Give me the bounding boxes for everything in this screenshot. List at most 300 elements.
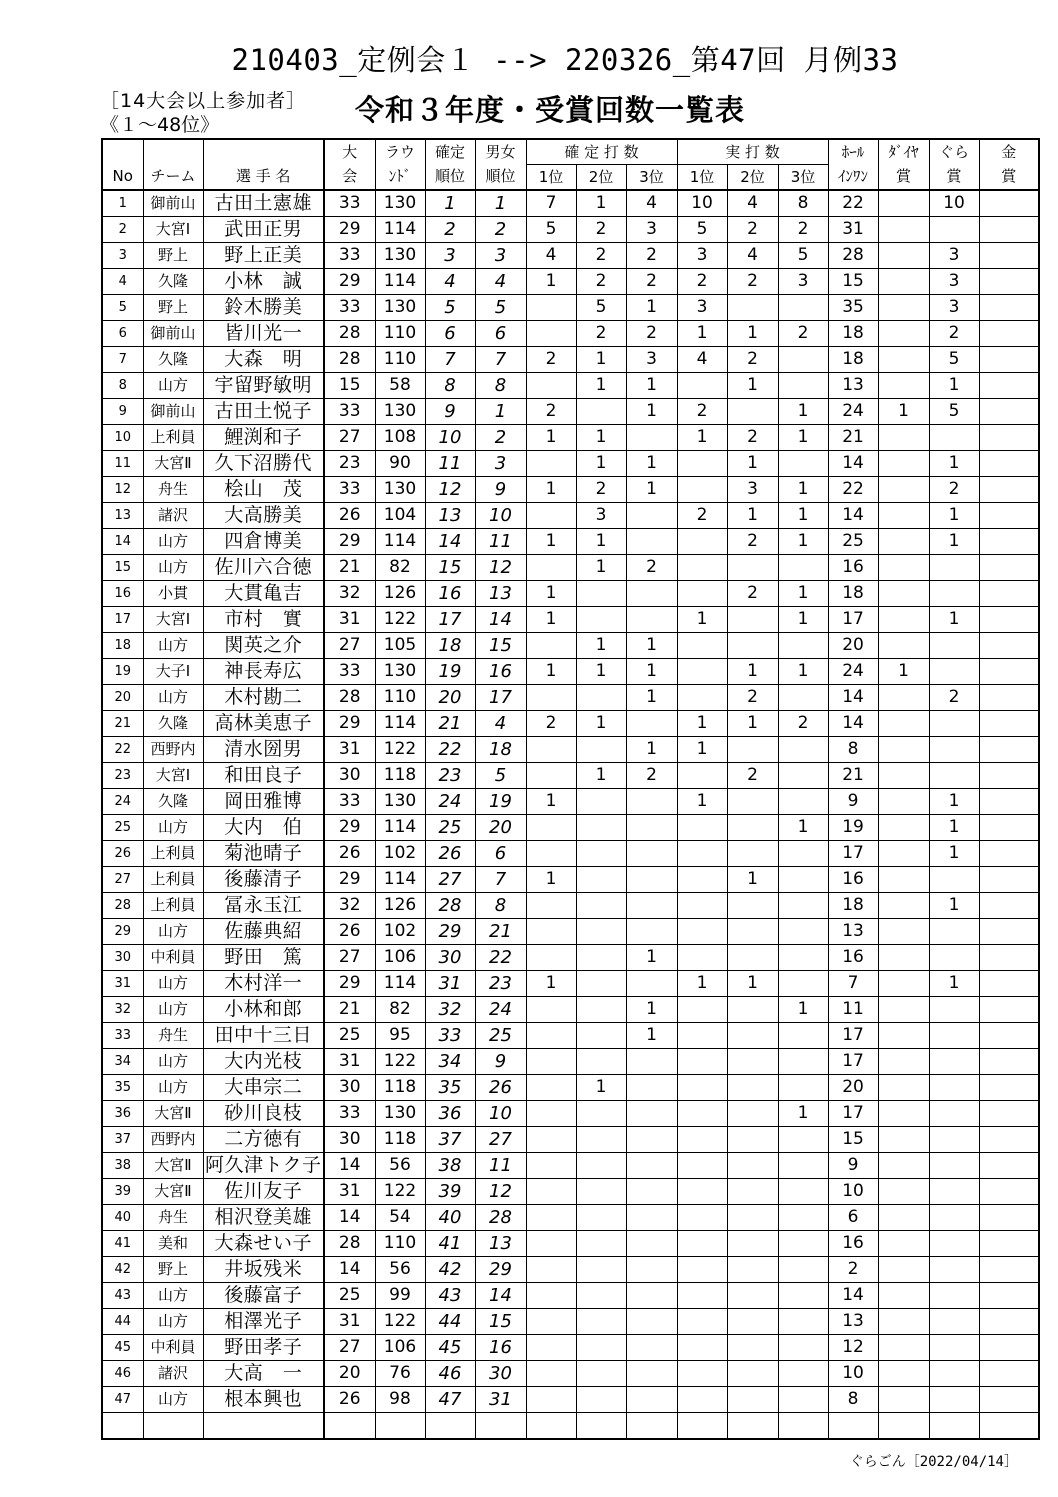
- cell-confirmed-1st: 2: [526, 711, 576, 737]
- cell-rank: 19: [425, 659, 475, 685]
- cell-confirmed-3rd: 1: [626, 295, 677, 321]
- cell-rounds: 82: [375, 997, 425, 1023]
- cell-team: 大子Ⅰ: [143, 659, 203, 685]
- cell-actual-3rd: [778, 1257, 828, 1283]
- cell-rank: 38: [425, 1153, 475, 1179]
- cell-gura-award: [929, 1361, 979, 1387]
- cell-events: 25: [324, 1283, 375, 1309]
- cell-gura-award: [929, 1413, 979, 1440]
- table-row: [102, 1101, 1039, 1127]
- cell-team: 大宮Ⅱ: [143, 1153, 203, 1179]
- table-row: [102, 711, 1039, 737]
- cell-gold-award: [979, 763, 1039, 789]
- cell-team: 大宮Ⅱ: [143, 1101, 203, 1127]
- cell-gold-award: [979, 1387, 1039, 1413]
- cell-actual-2nd: 1: [727, 503, 778, 529]
- cell-confirmed-3rd: 2: [626, 555, 677, 581]
- table-row: [102, 1075, 1039, 1101]
- cell-gura-award: [929, 1309, 979, 1335]
- cell-actual-1st: [677, 815, 727, 841]
- cell-confirmed-3rd: 2: [626, 243, 677, 269]
- cell-gura-award: 1: [929, 451, 979, 477]
- cell-diamond-award: [878, 971, 929, 997]
- cell-actual-3rd: [778, 1387, 828, 1413]
- cell-gold-award: [979, 607, 1039, 633]
- cell-confirmed-3rd: 1: [626, 373, 677, 399]
- cell-actual-2nd: 2: [727, 217, 778, 243]
- cell-confirmed-3rd: [626, 893, 677, 919]
- cell-hole-in-one: 13: [828, 1309, 878, 1335]
- cell-actual-1st: 1: [677, 789, 727, 815]
- cell-actual-1st: [677, 945, 727, 971]
- cell-player-name: 相澤光子: [203, 1309, 324, 1335]
- cell-events: 32: [324, 581, 375, 607]
- cell-gender-rank: 6: [475, 321, 526, 347]
- cell-hole-in-one: 14: [828, 1283, 878, 1309]
- cell-rank: 33: [425, 1023, 475, 1049]
- cell-confirmed-1st: 2: [526, 399, 576, 425]
- cell-gender-rank: 7: [475, 867, 526, 893]
- cell-confirmed-2nd: 1: [576, 347, 626, 373]
- cell-hole-in-one: 8: [828, 1387, 878, 1413]
- cell-confirmed-1st: [526, 1023, 576, 1049]
- cell-gender-rank: 5: [475, 295, 526, 321]
- cell-actual-2nd: 1: [727, 711, 778, 737]
- table-row: [102, 789, 1039, 815]
- cell-gold-award: [979, 971, 1039, 997]
- cell-hole-in-one: 25: [828, 529, 878, 555]
- cell-gura-award: [929, 659, 979, 685]
- cell-no: 12: [102, 477, 143, 503]
- cell-actual-2nd: 2: [727, 529, 778, 555]
- cell-events: 29: [324, 269, 375, 295]
- cell-confirmed-1st: 5: [526, 217, 576, 243]
- cell-rounds: 99: [375, 1283, 425, 1309]
- cell-confirmed-1st: 1: [526, 269, 576, 295]
- cell-confirmed-2nd: 1: [576, 763, 626, 789]
- header-row-1: [102, 139, 1039, 165]
- header-cell: 大: [324, 139, 375, 165]
- cell-confirmed-2nd: 1: [576, 190, 626, 217]
- cell-gold-award: [979, 217, 1039, 243]
- cell-no: 7: [102, 347, 143, 373]
- cell-actual-1st: [677, 1335, 727, 1361]
- document-title: 令和３年度・受賞回数一覧表: [355, 93, 746, 127]
- cell-confirmed-1st: [526, 945, 576, 971]
- cell-actual-2nd: 4: [727, 190, 778, 217]
- cell-no: 13: [102, 503, 143, 529]
- cell-gold-award: [979, 1101, 1039, 1127]
- cell-actual-2nd: [727, 789, 778, 815]
- cell-team: 野上: [143, 1257, 203, 1283]
- table-row: [102, 295, 1039, 321]
- cell-gender-rank: 27: [475, 1127, 526, 1153]
- cell-player-name: 岡田雅博: [203, 789, 324, 815]
- cell-player-name: 大高勝美: [203, 503, 324, 529]
- cell-confirmed-2nd: [576, 607, 626, 633]
- cell-gold-award: [979, 190, 1039, 217]
- cell-confirmed-2nd: 3: [576, 503, 626, 529]
- cell-events: 23: [324, 451, 375, 477]
- cell-gura-award: 3: [929, 295, 979, 321]
- cell-gura-award: [929, 1101, 979, 1127]
- cell-player-name: 宇留野敏明: [203, 373, 324, 399]
- cell-team: 御前山: [143, 190, 203, 217]
- cell-confirmed-2nd: 1: [576, 425, 626, 451]
- cell-confirmed-1st: [526, 1361, 576, 1387]
- cell-actual-1st: [677, 529, 727, 555]
- cell-gold-award: [979, 555, 1039, 581]
- cell-gold-award: [979, 477, 1039, 503]
- cell-player-name: 皆川光一: [203, 321, 324, 347]
- cell-confirmed-1st: [526, 555, 576, 581]
- cell-actual-1st: 4: [677, 347, 727, 373]
- cell-events: [324, 1413, 375, 1440]
- cell-player-name: 後藤富子: [203, 1283, 324, 1309]
- cell-no: 6: [102, 321, 143, 347]
- cell-gold-award: [979, 1075, 1039, 1101]
- cell-player-name: 冨永玉江: [203, 893, 324, 919]
- cell-actual-2nd: 1: [727, 451, 778, 477]
- cell-events: 30: [324, 1127, 375, 1153]
- cell-actual-2nd: [727, 1049, 778, 1075]
- table-row: [102, 1179, 1039, 1205]
- cell-gura-award: [929, 1049, 979, 1075]
- cell-team: 舟生: [143, 1023, 203, 1049]
- cell-gender-rank: 10: [475, 503, 526, 529]
- cell-confirmed-2nd: 1: [576, 659, 626, 685]
- cell-gura-award: [929, 1153, 979, 1179]
- cell-gold-award: [979, 503, 1039, 529]
- cell-no: 15: [102, 555, 143, 581]
- cell-diamond-award: [878, 1361, 929, 1387]
- cell-confirmed-1st: [526, 1205, 576, 1231]
- cell-rank: 7: [425, 347, 475, 373]
- cell-player-name: 大内 伯: [203, 815, 324, 841]
- cell-team: 山方: [143, 919, 203, 945]
- cell-actual-3rd: [778, 1413, 828, 1440]
- table-row: [102, 919, 1039, 945]
- cell-rounds: 122: [375, 1049, 425, 1075]
- page-title: 210403_定例会１ --> 220326_第47回 月例33: [231, 43, 899, 77]
- cell-no: 3: [102, 243, 143, 269]
- cell-rounds: 130: [375, 789, 425, 815]
- cell-gold-award: [979, 685, 1039, 711]
- cell-actual-1st: [677, 1023, 727, 1049]
- cell-actual-3rd: 3: [778, 269, 828, 295]
- cell-rounds: 82: [375, 555, 425, 581]
- header-cell: 3位: [778, 165, 828, 191]
- cell-confirmed-2nd: [576, 1153, 626, 1179]
- cell-gold-award: [979, 737, 1039, 763]
- cell-hole-in-one: 16: [828, 945, 878, 971]
- cell-rounds: 114: [375, 711, 425, 737]
- cell-gold-award: [979, 789, 1039, 815]
- cell-confirmed-3rd: [626, 607, 677, 633]
- cell-team: 山方: [143, 1387, 203, 1413]
- cell-team: 山方: [143, 815, 203, 841]
- cell-actual-1st: [677, 1179, 727, 1205]
- cell-rank: 28: [425, 893, 475, 919]
- cell-gender-rank: 22: [475, 945, 526, 971]
- cell-confirmed-2nd: [576, 1283, 626, 1309]
- cell-no: 20: [102, 685, 143, 711]
- cell-rounds: 95: [375, 1023, 425, 1049]
- cell-diamond-award: [878, 347, 929, 373]
- cell-events: 21: [324, 997, 375, 1023]
- cell-confirmed-2nd: [576, 1179, 626, 1205]
- cell-actual-3rd: [778, 633, 828, 659]
- cell-confirmed-2nd: [576, 1127, 626, 1153]
- cell-rank: 42: [425, 1257, 475, 1283]
- cell-confirmed-1st: 1: [526, 477, 576, 503]
- cell-confirmed-3rd: [626, 711, 677, 737]
- header-cell: ﾝﾄﾞ: [375, 165, 425, 191]
- cell-actual-2nd: [727, 1309, 778, 1335]
- cell-actual-2nd: [727, 607, 778, 633]
- cell-rank: 9: [425, 399, 475, 425]
- cell-hole-in-one: 18: [828, 581, 878, 607]
- cell-diamond-award: [878, 1127, 929, 1153]
- cell-rank: 45: [425, 1335, 475, 1361]
- cell-rounds: [375, 1413, 425, 1440]
- cell-gold-award: [979, 945, 1039, 971]
- cell-gura-award: 2: [929, 477, 979, 503]
- cell-rank: 17: [425, 607, 475, 633]
- cell-events: 28: [324, 1231, 375, 1257]
- cell-team: 山方: [143, 997, 203, 1023]
- cell-hole-in-one: 17: [828, 1101, 878, 1127]
- cell-confirmed-1st: [526, 1413, 576, 1440]
- header-cell: No: [102, 165, 143, 191]
- cell-gold-award: [979, 893, 1039, 919]
- cell-diamond-award: [878, 477, 929, 503]
- cell-no: 44: [102, 1309, 143, 1335]
- cell-confirmed-3rd: [626, 1387, 677, 1413]
- cell-gura-award: [929, 217, 979, 243]
- header-cell: [143, 139, 203, 165]
- header-cell: [203, 139, 324, 165]
- cell-confirmed-3rd: 1: [626, 659, 677, 685]
- cell-actual-3rd: [778, 893, 828, 919]
- awards-table: [101, 138, 1040, 1440]
- cell-gender-rank: 1: [475, 190, 526, 217]
- cell-gold-award: [979, 321, 1039, 347]
- cell-diamond-award: [878, 763, 929, 789]
- table-row: [102, 399, 1039, 425]
- cell-gura-award: [929, 867, 979, 893]
- cell-actual-1st: [677, 1153, 727, 1179]
- cell-actual-3rd: [778, 451, 828, 477]
- cell-gold-award: [979, 711, 1039, 737]
- cell-gold-award: [979, 295, 1039, 321]
- cell-gura-award: 5: [929, 347, 979, 373]
- header-cell: ｲﾝﾜﾝ: [828, 165, 878, 191]
- cell-confirmed-3rd: [626, 425, 677, 451]
- cell-confirmed-2nd: [576, 1335, 626, 1361]
- cell-actual-3rd: [778, 1075, 828, 1101]
- cell-team: 久隆: [143, 711, 203, 737]
- cell-gender-rank: 4: [475, 269, 526, 295]
- cell-team: 久隆: [143, 789, 203, 815]
- cell-rank: 46: [425, 1361, 475, 1387]
- cell-confirmed-1st: [526, 321, 576, 347]
- cell-gold-award: [979, 633, 1039, 659]
- cell-hole-in-one: 35: [828, 295, 878, 321]
- cell-hole-in-one: 14: [828, 503, 878, 529]
- cell-diamond-award: [878, 1413, 929, 1440]
- cell-gura-award: [929, 711, 979, 737]
- cell-events: 20: [324, 1361, 375, 1387]
- cell-actual-2nd: [727, 1413, 778, 1440]
- cell-events: 29: [324, 867, 375, 893]
- cell-team: 大宮Ⅰ: [143, 607, 203, 633]
- cell-hole-in-one: 16: [828, 867, 878, 893]
- cell-player-name: 阿久津トク子: [203, 1153, 324, 1179]
- cell-gura-award: [929, 1179, 979, 1205]
- cell-rounds: 114: [375, 815, 425, 841]
- cell-no: 1: [102, 190, 143, 217]
- cell-confirmed-3rd: 1: [626, 477, 677, 503]
- cell-diamond-award: [878, 997, 929, 1023]
- cell-gura-award: 10: [929, 190, 979, 217]
- cell-no: 45: [102, 1335, 143, 1361]
- cell-confirmed-3rd: 2: [626, 269, 677, 295]
- header-cell: 1位: [677, 165, 727, 191]
- cell-team: 山方: [143, 529, 203, 555]
- cell-rank: 6: [425, 321, 475, 347]
- cell-hole-in-one: 11: [828, 997, 878, 1023]
- cell-events: 25: [324, 1023, 375, 1049]
- cell-confirmed-2nd: [576, 997, 626, 1023]
- cell-gura-award: 2: [929, 321, 979, 347]
- cell-events: 21: [324, 555, 375, 581]
- cell-diamond-award: [878, 555, 929, 581]
- cell-gender-rank: 29: [475, 1257, 526, 1283]
- cell-events: 28: [324, 347, 375, 373]
- cell-rounds: 122: [375, 607, 425, 633]
- cell-hole-in-one: 9: [828, 789, 878, 815]
- cell-gold-award: [979, 373, 1039, 399]
- cell-gold-award: [979, 997, 1039, 1023]
- cell-actual-3rd: 1: [778, 529, 828, 555]
- cell-gender-rank: 2: [475, 425, 526, 451]
- cell-diamond-award: [878, 217, 929, 243]
- cell-gura-award: [929, 1075, 979, 1101]
- cell-confirmed-1st: 1: [526, 789, 576, 815]
- cell-actual-3rd: [778, 347, 828, 373]
- cell-confirmed-2nd: 1: [576, 711, 626, 737]
- cell-gura-award: [929, 1335, 979, 1361]
- cell-confirmed-1st: [526, 919, 576, 945]
- table-row: [102, 1205, 1039, 1231]
- cell-gender-rank: 10: [475, 1101, 526, 1127]
- cell-confirmed-1st: 1: [526, 971, 576, 997]
- table-row: [102, 503, 1039, 529]
- cell-no: 34: [102, 1049, 143, 1075]
- cell-no: [102, 1413, 143, 1440]
- cell-confirmed-3rd: 1: [626, 945, 677, 971]
- cell-rank: 37: [425, 1127, 475, 1153]
- cell-rounds: 102: [375, 841, 425, 867]
- cell-confirmed-2nd: [576, 1049, 626, 1075]
- cell-actual-2nd: [727, 555, 778, 581]
- cell-team: 久隆: [143, 269, 203, 295]
- cell-gura-award: 1: [929, 529, 979, 555]
- cell-team: 西野内: [143, 737, 203, 763]
- cell-confirmed-3rd: 2: [626, 321, 677, 347]
- cell-actual-3rd: [778, 971, 828, 997]
- cell-actual-3rd: 2: [778, 217, 828, 243]
- cell-actual-3rd: 2: [778, 321, 828, 347]
- cell-confirmed-3rd: [626, 1179, 677, 1205]
- cell-hole-in-one: 19: [828, 815, 878, 841]
- header-cell: ﾎｰﾙ: [828, 139, 878, 165]
- cell-actual-1st: [677, 1257, 727, 1283]
- cell-no: 32: [102, 997, 143, 1023]
- cell-rounds: 130: [375, 477, 425, 503]
- cell-actual-2nd: 2: [727, 685, 778, 711]
- cell-confirmed-2nd: 2: [576, 269, 626, 295]
- header-cell: 賞: [979, 165, 1039, 191]
- cell-confirmed-1st: [526, 737, 576, 763]
- cell-no: 5: [102, 295, 143, 321]
- cell-confirmed-2nd: [576, 399, 626, 425]
- cell-gura-award: 1: [929, 971, 979, 997]
- cell-player-name: 関英之介: [203, 633, 324, 659]
- cell-diamond-award: [878, 1335, 929, 1361]
- cell-confirmed-3rd: 1: [626, 1023, 677, 1049]
- participant-criteria: ［14大会以上参加者］: [100, 90, 307, 112]
- cell-actual-3rd: [778, 1205, 828, 1231]
- cell-rounds: 118: [375, 763, 425, 789]
- cell-confirmed-3rd: [626, 529, 677, 555]
- cell-rank: 8: [425, 373, 475, 399]
- table-row: [102, 997, 1039, 1023]
- cell-gura-award: 1: [929, 815, 979, 841]
- cell-hole-in-one: 22: [828, 477, 878, 503]
- cell-diamond-award: [878, 295, 929, 321]
- header-cell-actual-strokes: 実 打 数: [677, 139, 828, 165]
- cell-events: 29: [324, 815, 375, 841]
- cell-actual-2nd: [727, 1127, 778, 1153]
- cell-events: 26: [324, 841, 375, 867]
- cell-confirmed-1st: [526, 451, 576, 477]
- table-row: [102, 1413, 1039, 1440]
- cell-gura-award: 5: [929, 399, 979, 425]
- cell-team: 諸沢: [143, 1361, 203, 1387]
- table-row: [102, 737, 1039, 763]
- table-row: [102, 1283, 1039, 1309]
- cell-actual-1st: [677, 919, 727, 945]
- cell-events: 29: [324, 711, 375, 737]
- cell-hole-in-one: 20: [828, 1075, 878, 1101]
- cell-gender-rank: 8: [475, 893, 526, 919]
- cell-gender-rank: 9: [475, 1049, 526, 1075]
- table-row: [102, 217, 1039, 243]
- cell-confirmed-3rd: [626, 919, 677, 945]
- cell-confirmed-1st: [526, 1231, 576, 1257]
- cell-gura-award: [929, 1023, 979, 1049]
- cell-gura-award: [929, 945, 979, 971]
- cell-no: 41: [102, 1231, 143, 1257]
- cell-actual-1st: [677, 1283, 727, 1309]
- cell-rank: 2: [425, 217, 475, 243]
- cell-confirmed-2nd: 1: [576, 1075, 626, 1101]
- cell-team: 山方: [143, 373, 203, 399]
- cell-gold-award: [979, 529, 1039, 555]
- cell-diamond-award: [878, 685, 929, 711]
